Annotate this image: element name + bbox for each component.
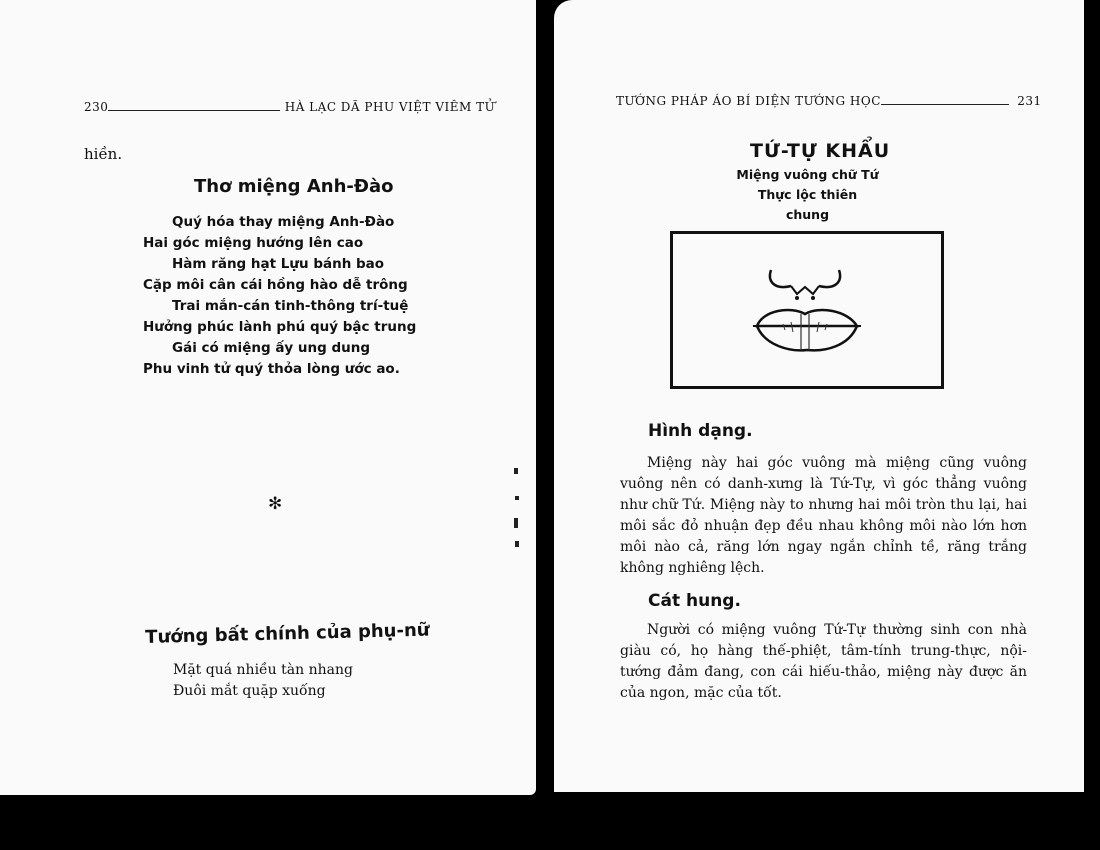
ornament-icon: ✻ (268, 494, 283, 514)
poem-line: Cặp môi cân cái hồng hào dễ trông (143, 277, 408, 293)
poem-title: Thơ miệng Anh-Đào (194, 176, 394, 197)
article-subtitles (735, 165, 880, 225)
shape-paragraph (620, 453, 1027, 579)
shape-heading: Hình dạng. (648, 421, 753, 441)
mouth-illustration (670, 231, 944, 389)
poem-line: Trai mắn-cán tinh-thông trí-tuệ (172, 298, 409, 314)
gutter-mark (515, 541, 519, 547)
gutter-mark (515, 496, 519, 500)
continued-text: hiền. (84, 145, 123, 163)
shape-text: Miệng này hai góc vuông mà miệng cũng vuông vuông nên có danh-xưng là Tứ-Tự, vì góc thẳng vuông như chữ Tứ. Miệng này to nhưng hai môi tròn thu lại, hai môi sắc đỏ nhuận đẹp đều nhau không môi nào lớn hơn môi nào cả, răng lớn ngay ngắn chỉnh tề, răng trắng không nghiêng lệch. (620, 455, 1027, 576)
left-running-header (84, 100, 495, 114)
right-page-number: 231 (1017, 94, 1042, 108)
left-page-number: 230 (84, 100, 109, 114)
poem-line: Gái có miệng ấy ung dung (172, 340, 371, 356)
section-line: Mặt quá nhiều tàn nhang (173, 662, 353, 678)
header-rule (108, 110, 280, 111)
subtitle-1: Miệng vuông chữ Tứ (736, 167, 879, 182)
poem-line: Hàm răng hạt Lựu bánh bao (172, 256, 385, 272)
header-rule (881, 104, 1009, 105)
poem-line: Hưởng phúc lành phú quý bậc trung (143, 319, 417, 335)
gutter-mark (514, 468, 518, 474)
mouth-drawing (673, 234, 941, 386)
section-line: Đuôi mắt quặp xuống (173, 683, 326, 699)
left-header-title: HÀ LẠC DÃ PHU VIỆT VIÊM TỬ (284, 100, 496, 114)
poem-line: Quý hóa thay miệng Anh-Đào (172, 214, 395, 230)
section-body (173, 660, 353, 702)
poem-line: Phu vinh tử quý thỏa lòng ước ao. (143, 361, 400, 377)
luck-heading: Cát hung. (648, 591, 741, 611)
subtitle-2: Thực lộc thiên chung (757, 187, 858, 222)
gutter-mark (514, 518, 518, 528)
article-title: TỨ-TỰ KHẨU (750, 140, 891, 162)
poem-line: Hai góc miệng hướng lên cao (143, 235, 364, 251)
section-title: Tướng bất chính của phụ-nữ (145, 619, 430, 648)
luck-text: Người có miệng vuông Tứ-Tự thường sinh con nhà giàu có, họ hàng thế-phiệt, tâm-tính trung-thực, nội-tướng đảm đang, con cái hiếu-thảo, miệng này được ăn của ngon, mặc của tốt. (620, 622, 1027, 701)
right-header-title: TƯỚNG PHÁP ÁO BÍ DIỆN TƯỚNG HỌC (616, 94, 881, 108)
poem (143, 212, 416, 380)
right-running-header (616, 94, 1042, 108)
luck-paragraph (620, 620, 1027, 704)
